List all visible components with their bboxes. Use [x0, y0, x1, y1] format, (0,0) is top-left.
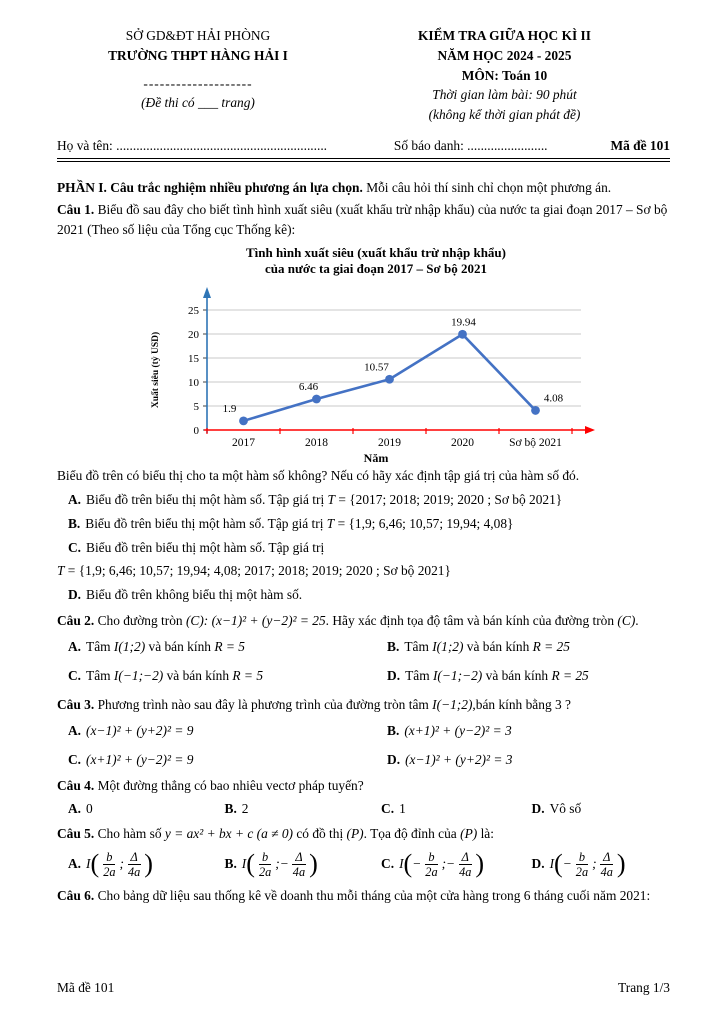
candidate-number-field: Số báo danh: ........................: [393, 138, 548, 154]
question-2-stem: Câu 2. Cho đường tròn (C): (x−1)² + (y−2)² = 25. Hãy xác định tọa độ tâm và bán kính của đường tròn (C).: [57, 613, 639, 629]
x-axis-label: Năm: [363, 451, 389, 466]
chart-title-line2: của nước ta giai đoạn 2017 – Sơ bộ 2021: [265, 261, 487, 277]
footer-exam-code: Mã đề 101: [57, 979, 115, 995]
exam-subject: MÔN: Toán 10: [461, 67, 548, 83]
q4-option-b: [225, 799, 382, 819]
svg-text:1.9: 1.9: [222, 403, 237, 416]
option-text: (x−1)² + (y+2)² = 9: [86, 722, 194, 738]
option-letter: B.: [68, 515, 81, 531]
q2-option-a: [68, 637, 387, 657]
option-letter: B.: [224, 800, 237, 816]
header-rule: [57, 158, 670, 162]
pages-note: (Đề thi có ___ trang): [141, 95, 255, 111]
svg-text:20: 20: [188, 329, 199, 342]
footer-page-number: Trang 1/3: [618, 979, 670, 995]
question-5-stem: Câu 5. Cho hàm số y = ax² + bx + c (a ≠ 0) có đồ thị (P). Tọa độ đỉnh của (P) là:: [57, 826, 494, 842]
q3-option-b: [387, 721, 670, 741]
chart: [145, 245, 607, 466]
option-text: Tâm I(1;2) và bán kính R = 5: [86, 639, 245, 655]
q2-option-b: [387, 637, 670, 657]
option-text: (x−1)² + (y+2)² = 3: [405, 751, 513, 767]
q5-option-c: [381, 850, 532, 879]
option-letter: A.: [68, 855, 82, 871]
q5-options: [57, 850, 670, 879]
q3-option-c: [68, 750, 387, 770]
q3-option-d: [387, 750, 670, 770]
option-text: I( $\frac{b}{2a}$ ; $\frac{\Delta}{4a}$ ): [86, 848, 153, 880]
option-letter: B.: [224, 855, 237, 871]
option-text: 1: [399, 800, 406, 816]
svg-text:10: 10: [188, 377, 199, 390]
part1-heading: PHẦN I. Câu trắc nghiệm nhiều phương án lựa chọn. Mỗi câu hỏi thí sinh chỉ chọn một phương án.: [57, 180, 612, 196]
option-text: Tâm I(−1;−2) và bán kính R = 25: [405, 668, 589, 684]
question-6-stem: Câu 6. Cho bảng dữ liệu sau thống kê về doanh thu mỗi tháng của một cửa hàng trong 6 tháng cuối năm 2021:: [57, 887, 651, 903]
option-text: Tâm I(1;2) và bán kính R = 25: [404, 639, 570, 655]
option-letter: A.: [68, 800, 82, 816]
question-1-stem: Câu 1. Biểu đồ sau đây cho biết tình hình xuất siêu (xuất khẩu trừ nhập khẩu) của nước ta giai đoạn 2017 – Sơ bộ 2021 (Theo số liệu của Tổng cục Thống kê):: [57, 202, 668, 238]
option-text: Biểu đồ trên biểu thị một hàm số. Tập giá trị T = {2017; 2018; 2019; 2020 ; Sơ bộ 2021}: [86, 491, 563, 507]
q4-option-d: [532, 799, 670, 819]
option-text: 2: [241, 800, 249, 816]
q1-option-c-continuation: T = {1,9; 6,46; 10,57; 19,94; 4,08; 2017; 2018; 2019; 2020 ; Sơ bộ 2021}: [57, 562, 451, 578]
q1-option-b: [57, 514, 670, 534]
q2-option-d: [387, 666, 670, 686]
divider-dashes: --------------------: [143, 75, 253, 91]
option-text: Tâm I(−1;−2) và bán kính R = 5: [86, 668, 264, 684]
option-text: I( $\frac{b}{2a}$ ;− $\frac{\Delta}{4a}$ ): [241, 848, 318, 880]
option-text: Biểu đồ trên biểu thị một hàm số. Tập giá trị: [86, 539, 325, 555]
option-letter: C.: [68, 539, 82, 555]
line-chart-canvas: [145, 280, 607, 454]
q1-option-d: [57, 585, 670, 605]
chart-title-line1: Tình hình xuất siêu (xuất khẩu trừ nhập khẩu): [246, 244, 506, 260]
option-letter: C.: [68, 751, 82, 767]
option-text: (x+1)² + (y−2)² = 9: [86, 751, 194, 767]
question-4-stem: Câu 4. Một đường thẳng có bao nhiêu vectơ pháp tuyến?: [57, 777, 364, 793]
exam-code-badge: Mã đề 101: [610, 138, 670, 154]
chart-title: [145, 245, 607, 279]
svg-text:5: 5: [193, 401, 199, 414]
q4-options: [57, 799, 670, 819]
option-letter: D.: [387, 668, 401, 684]
option-letter: C.: [381, 800, 395, 816]
exam-year: NĂM HỌC 2024 - 2025: [437, 47, 572, 63]
option-letter: D.: [531, 800, 545, 816]
svg-text:6.46: 6.46: [298, 381, 319, 394]
option-text: Vô số: [549, 800, 582, 816]
option-text: Biểu đồ trên biểu thị một hàm số. Tập giá trị T = {1,9; 6,46; 10,57; 19,94; 4,08}: [85, 515, 514, 531]
option-text: (x+1)² + (y−2)² = 3: [404, 722, 512, 738]
candidate-name-field: Họ và tên: ...............................................................: [57, 138, 328, 154]
exam-title: KIỂM TRA GIỮA HỌC KÌ II: [417, 28, 591, 43]
option-letter: D.: [68, 587, 82, 603]
q1-option-a: [57, 490, 670, 510]
svg-text:19.94: 19.94: [451, 316, 476, 329]
svg-text:0: 0: [193, 425, 199, 438]
option-letter: B.: [387, 639, 400, 655]
svg-text:4.08: 4.08: [543, 392, 564, 405]
option-letter: A.: [68, 639, 82, 655]
svg-text:10.57: 10.57: [364, 361, 389, 374]
q4-option-a: [68, 799, 225, 819]
q5-option-d: [532, 850, 670, 879]
option-letter: A.: [68, 491, 82, 507]
svg-text:2019: 2019: [378, 437, 401, 450]
page-footer: [57, 978, 670, 998]
q3-option-a: [68, 721, 387, 741]
option-letter: C.: [68, 668, 82, 684]
option-letter: C.: [381, 855, 395, 871]
q5-option-b: [225, 850, 382, 879]
q1-option-c: [57, 538, 670, 558]
option-text: I(− $\frac{b}{2a}$ ; $\frac{\Delta}{4a}$ ): [549, 848, 626, 880]
exam-duration-note: (không kể thời gian phát đề): [428, 107, 581, 123]
option-text: 0: [86, 800, 93, 816]
svg-text:Xuất siêu (tỷ USD): Xuất siêu (tỷ USD): [151, 332, 161, 409]
option-letter: D.: [387, 751, 401, 767]
svg-text:15: 15: [188, 353, 199, 366]
svg-text:25: 25: [188, 305, 199, 318]
header-school-block: [57, 26, 339, 125]
q5-option-a: [68, 850, 225, 879]
exam-header: [57, 26, 670, 125]
option-letter: B.: [387, 722, 400, 738]
question-1-prompt: Biểu đồ trên có biểu thị cho ta một hàm số không? Nếu có hãy xác định tập giá trị của hàm số đó.: [57, 467, 580, 483]
school-name: TRƯỜNG THPT HÀNG HẢI I: [108, 47, 288, 63]
option-text: Biểu đồ trên không biểu thị một hàm số.: [86, 587, 303, 603]
q2-option-c: [68, 666, 387, 686]
header-exam-block: [339, 26, 670, 125]
department-name: SỞ GD&ĐT HẢI PHÒNG: [125, 28, 271, 43]
svg-text:2018: 2018: [305, 437, 328, 450]
q3-options: [57, 721, 670, 770]
q4-option-c: [381, 799, 532, 819]
option-letter: A.: [68, 722, 82, 738]
svg-text:2020: 2020: [451, 437, 474, 450]
option-text: I(− $\frac{b}{2a}$ ;− $\frac{\Delta}{4a}$ ): [399, 848, 485, 880]
svg-text:2017: 2017: [232, 437, 255, 450]
candidate-info-row: [57, 136, 670, 156]
q2-options: [57, 637, 670, 686]
svg-text:Sơ bộ 2021: Sơ bộ 2021: [509, 437, 562, 450]
exam-duration: Thời gian làm bài: 90 phút: [432, 87, 577, 103]
question-3-stem: Câu 3. Phương trình nào sau đây là phương trình của đường tròn tâm I(−1;2),bán kính bằng 3 ?: [57, 696, 571, 712]
option-letter: D.: [531, 855, 545, 871]
